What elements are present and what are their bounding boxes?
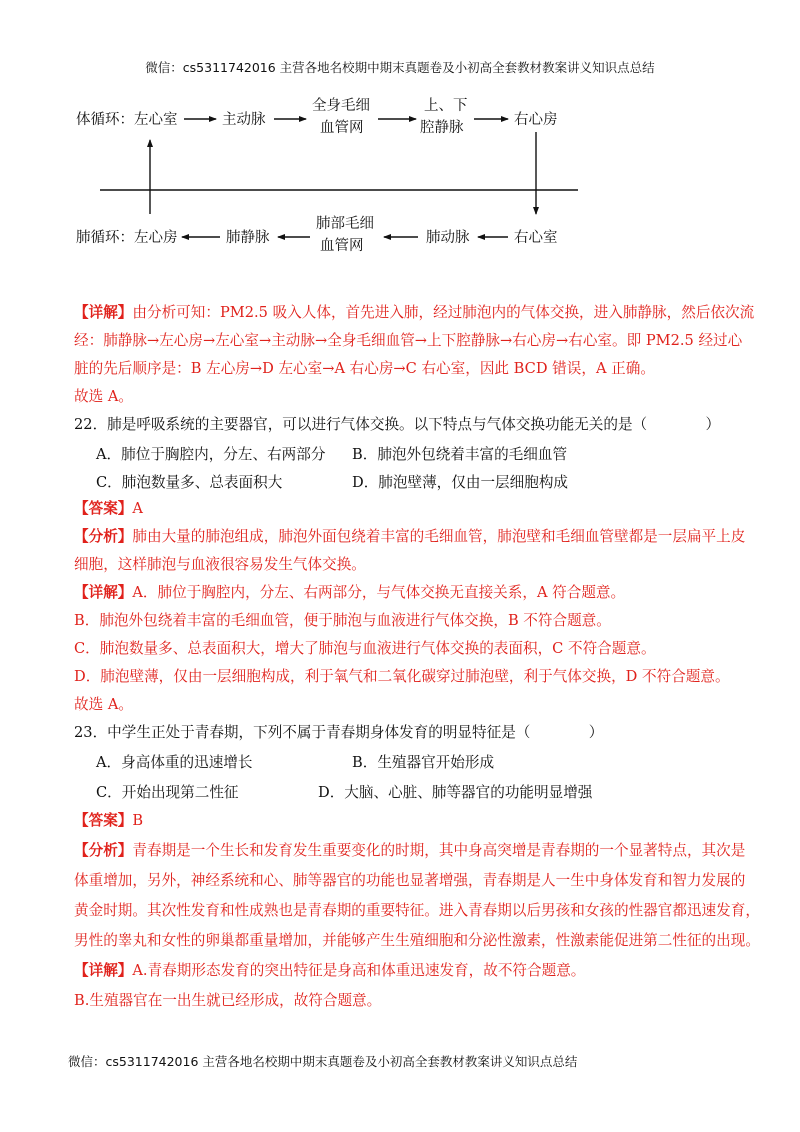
q21-detail-line3: 脏的先后顺序是：B 左心房→D 左心室→A 右心房→C 右心室，因此 BCD 错误，A 正确。 <box>74 360 655 377</box>
q23-option-a: A．身高体重的迅速增长 <box>96 754 253 771</box>
node-lung-capillaries-line1: 肺部毛细 <box>316 216 374 232</box>
q22-stem: 22．肺是呼吸系统的主要器官，可以进行气体交换。以下特点与气体交换功能无关的是（ ） <box>74 416 721 433</box>
q23-analysis-line4: 男性的睾丸和女性的卵巢都重量增加，并能够产生生殖细胞和分泌性激素，性激素能促进第二性征的出现。 <box>74 932 760 949</box>
q23-option-d: D．大脑、心脏、肺等器官的功能明显增强 <box>318 784 593 801</box>
q23-answer-value: B <box>132 812 144 829</box>
node-pulmonary-vein: 肺静脉 <box>226 230 270 246</box>
detail-tag: 【详解】 <box>74 304 133 321</box>
q21-choice: 故选 A。 <box>74 388 133 405</box>
q22-detail-d: D．肺泡壁薄，仅由一层细胞构成，利于氧气和二氧化碳穿过肺泡壁，利于气体交换，D 不符合题意。 <box>74 668 730 685</box>
q23-option-c: C．开始出现第二性征 <box>96 784 239 801</box>
q22-detail-c: C．肺泡数量多、总表面积大，增大了肺泡与血液进行气体交换的表面积，C 不符合题意。 <box>74 640 656 657</box>
node-body-capillaries-line1: 全身毛细 <box>312 98 370 114</box>
node-pulmonary-artery: 肺动脉 <box>426 230 470 246</box>
q23-answer <box>74 811 143 831</box>
q21-detail-line2: 经：肺静脉→左心房→左心室→主动脉→全身毛细血管→上下腔静脉→右心房→右心室。即 PM2.5 经过心 <box>74 332 743 349</box>
q22-detail-a <box>74 583 625 603</box>
q23-analysis-line2: 体重增加，另外，神经系统和心、肺等器官的功能也显著增强，青春期是人一生中身体发育和智力发展的 <box>74 872 746 889</box>
q23-detail-a-text: A.青春期形态发育的突出特征是身高和体重迅速发育，故不符合题意。 <box>132 962 586 979</box>
detail-tag: 【详解】 <box>74 584 133 601</box>
analysis-tag: 【分析】 <box>74 528 133 545</box>
q22-detail-b: B．肺泡外包绕着丰富的毛细血管，便于肺泡与血液进行气体交换，B 不符合题意。 <box>74 612 611 629</box>
q22-answer <box>74 499 143 519</box>
q23-stem: 23．中学生正处于青春期，下列不属于青春期身体发育的明显特征是（ ） <box>74 724 604 741</box>
pulmonary-circulation-label: 肺循环：左心房 <box>76 230 178 246</box>
node-right-atrium: 右心房 <box>514 112 558 128</box>
q22-answer-value: A <box>132 500 143 517</box>
analysis-tag: 【分析】 <box>74 842 133 859</box>
q22-detail-a-text: A．肺位于胸腔内，分左、右两部分，与气体交换无直接关系，A 符合题意。 <box>132 584 626 601</box>
q23-analysis-line1 <box>74 841 745 861</box>
q23-analysis-line3: 黄金时期。其次性发育和性成熟也是青春期的重要特征。进入青春期以后男孩和女孩的性器官都迅速发育， <box>74 902 760 919</box>
q22-analysis-line1 <box>74 527 745 547</box>
q23-detail-b: B.生殖器官在一出生就已经形成，故符合题意。 <box>74 992 382 1009</box>
node-right-ventricle: 右心室 <box>514 230 558 246</box>
detail-tag: 【详解】 <box>74 962 133 979</box>
q22-analysis-text1: 肺由大量的肺泡组成，肺泡外面包绕着丰富的毛细血管，肺泡壁和毛细血管壁都是一层扁平上皮 <box>132 528 746 545</box>
q22-option-a: A．肺位于胸腔内，分左、右两部分 <box>96 446 326 463</box>
node-body-capillaries-line2: 血管网 <box>320 120 364 136</box>
q23-analysis-text1: 青春期是一个生长和发育发生重要变化的时期，其中身高突增是青春期的一个显著特点，其次是 <box>132 842 746 859</box>
page-footer: 微信：cs5311742016 主营各地名校期中期末真题卷及小初高全套教材教案讲义知识点总结 <box>68 1054 578 1069</box>
q21-detail-line1 <box>74 303 754 323</box>
q23-detail-a <box>74 961 585 981</box>
node-vena-cava-line1: 上、下 <box>424 98 468 114</box>
blood-circulation-diagram <box>0 0 800 280</box>
q22-option-c: C．肺泡数量多、总表面积大 <box>96 474 283 491</box>
page-header: 微信：cs5311742016 主营各地名校期中期末真题卷及小初高全套教材教案讲义知识点总结 <box>145 60 655 75</box>
answer-tag: 【答案】 <box>74 812 133 829</box>
answer-tag: 【答案】 <box>74 500 133 517</box>
q22-choice: 故选 A。 <box>74 696 133 713</box>
systemic-circulation-label: 体循环：左心室 <box>76 112 178 128</box>
node-vena-cava-line2: 腔静脉 <box>420 120 464 136</box>
q22-option-d: D．肺泡壁薄，仅由一层细胞构成 <box>352 474 569 491</box>
node-aorta: 主动脉 <box>222 112 266 128</box>
q21-detail-text1: 由分析可知：PM2.5 吸入人体，首先进入肺，经过肺泡内的气体交换，进入肺静脉，然后依次流 <box>132 304 755 321</box>
q22-option-b: B．肺泡外包绕着丰富的毛细血管 <box>352 446 568 463</box>
node-lung-capillaries-line2: 血管网 <box>320 238 364 254</box>
q23-option-b: B．生殖器官开始形成 <box>352 754 495 771</box>
q22-analysis-line2: 细胞，这样肺泡与血液很容易发生气体交换。 <box>74 556 366 573</box>
